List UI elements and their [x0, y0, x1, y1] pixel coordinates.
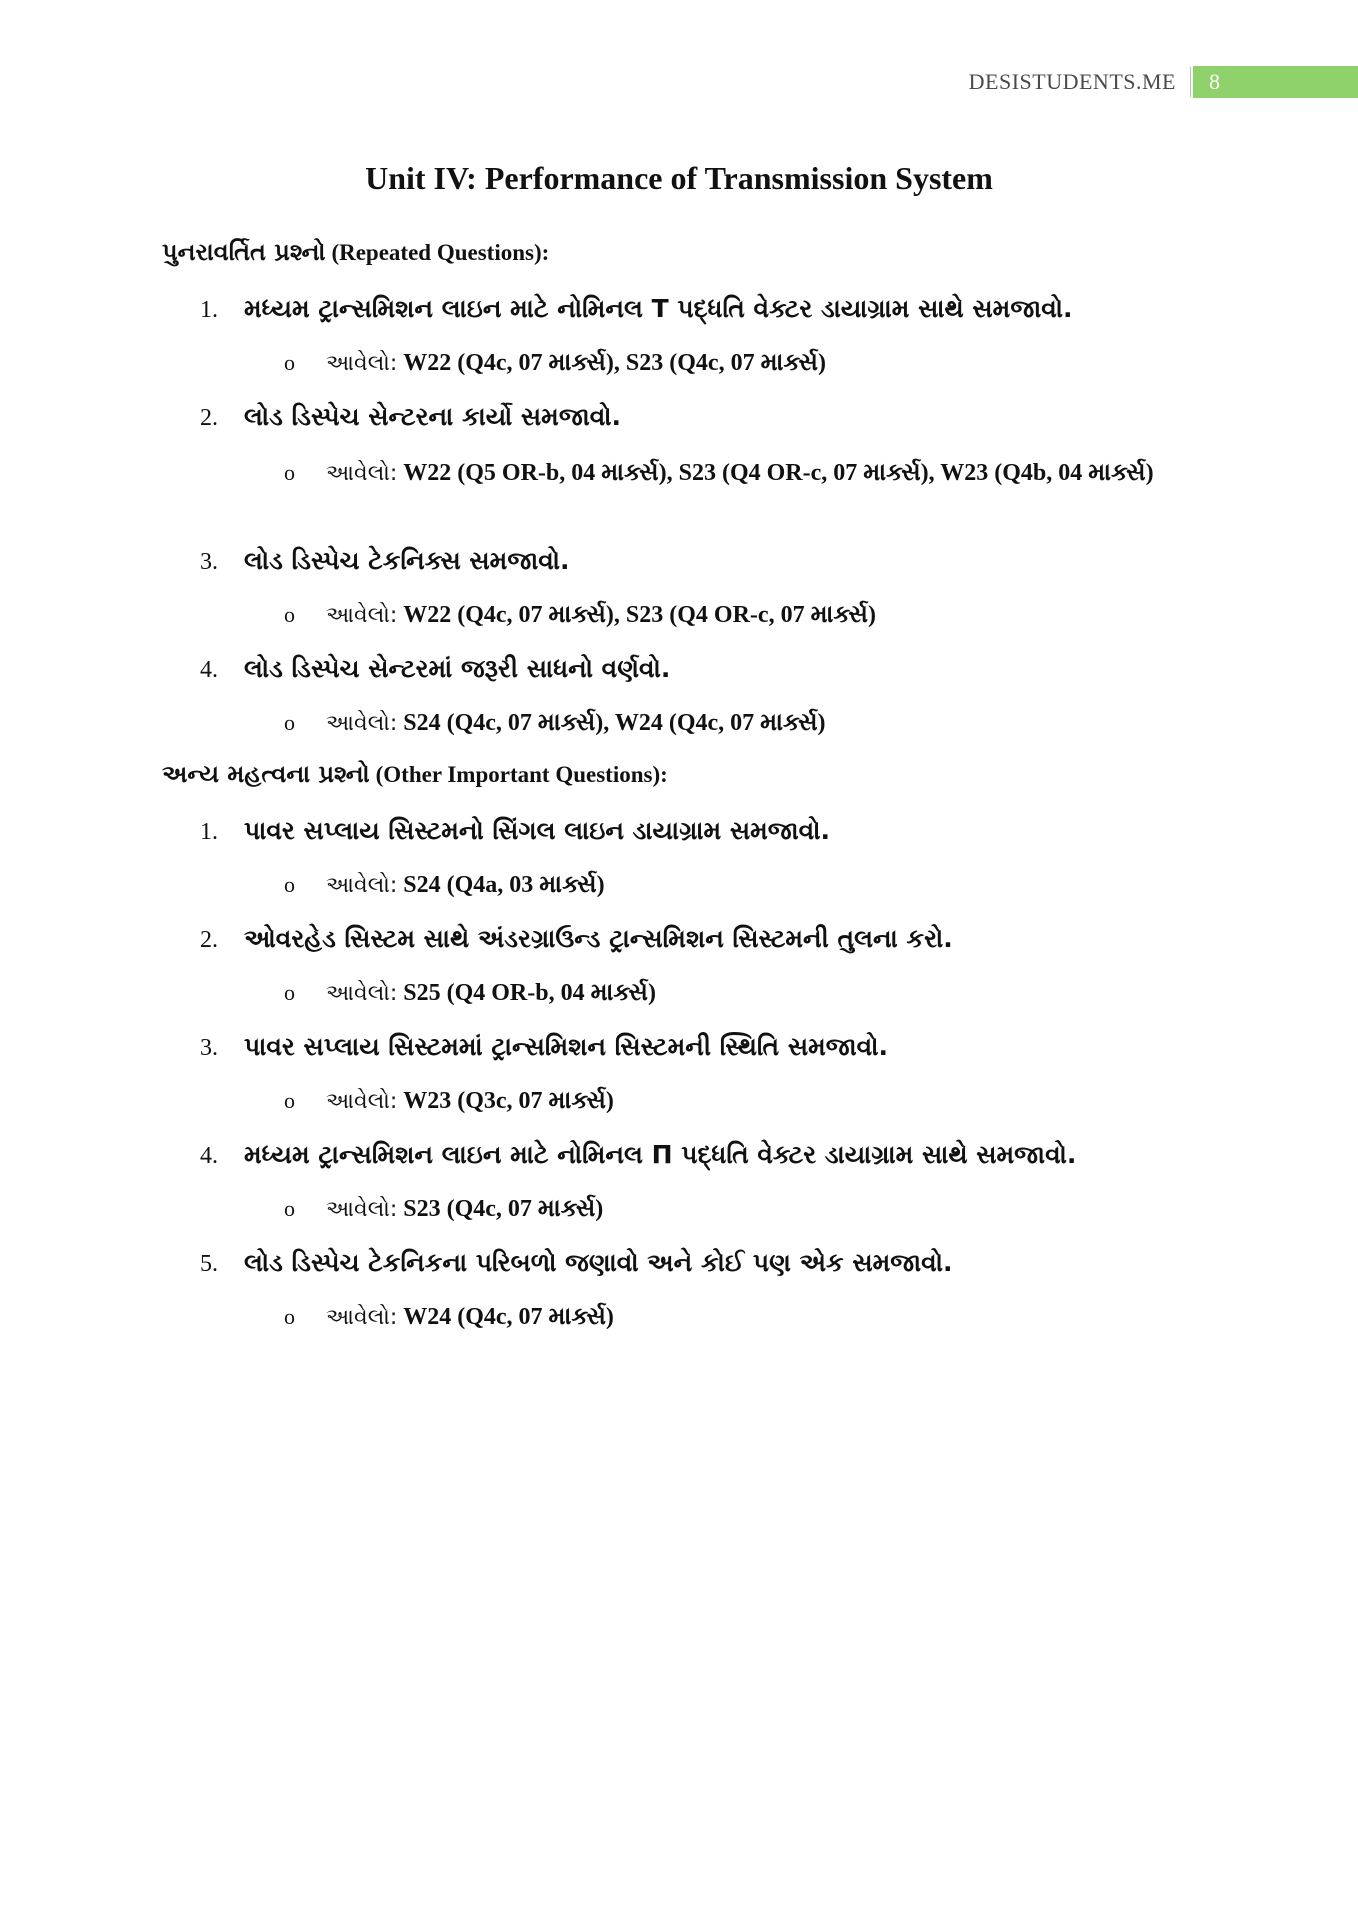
- circle-bullet-icon: o: [284, 1304, 295, 1329]
- appeared-item: [284, 456, 1186, 491]
- header-divider: [1190, 67, 1191, 97]
- circle-bullet-icon: o: [284, 460, 295, 485]
- appeared-text: [326, 1192, 1186, 1227]
- appeared-refs: W22 (Q4c, 07 માર્ક્સ), S23 (Q4 OR-c, 07 માર્ક્સ): [403, 602, 876, 628]
- appeared-refs: S24 (Q4a, 03 માર્ક્સ): [403, 872, 605, 898]
- section-heading-gu: અન્ય મહત્વના પ્રશ્નો: [162, 760, 370, 788]
- appeared-item: [284, 346, 1186, 381]
- question-text: મધ્યમ ટ્રાન્સમિશન લાઇન માટે નોમિનલ T પદ્ધતિ વેક્ટર ડાયાગ્રામ સાથે સમજાવો.: [244, 294, 1073, 323]
- page-number-box: [1193, 66, 1358, 98]
- question-number: 1.: [200, 819, 218, 845]
- appeared-item: [284, 706, 1186, 741]
- question-text: પાવર સપ્લાય સિસ્ટમમાં ટ્રાન્સમિશન સિસ્ટમની સ્થિતિ સમજાવો.: [244, 1032, 888, 1061]
- circle-bullet-icon: o: [284, 710, 295, 735]
- question-number: 4.: [200, 657, 218, 683]
- page-title: Unit IV: Performance of Transmission System: [365, 160, 993, 196]
- question-item: [200, 1140, 1076, 1170]
- question-text: પાવર સપ્લાય સિસ્ટમનો સિંગલ લાઇન ડાયાગ્રામ સમજાવો.: [244, 816, 830, 845]
- question-number: 1.: [200, 297, 218, 323]
- circle-bullet-icon: o: [284, 1088, 295, 1113]
- circle-bullet-icon: o: [284, 872, 295, 897]
- appeared-text: [326, 346, 1186, 381]
- question-item: [200, 1248, 952, 1278]
- appeared-label: આવેલો:: [326, 873, 398, 898]
- question-item: [200, 1032, 888, 1062]
- page-number: 8: [1209, 69, 1220, 94]
- appeared-text: [326, 1300, 1186, 1335]
- question-number: 3.: [200, 1035, 218, 1061]
- appeared-label: આવેલો:: [326, 1089, 398, 1114]
- appeared-label: આવેલો:: [326, 981, 398, 1006]
- question-text: મધ્યમ ટ્રાન્સમિશન લાઇન માટે નોમિનલ Π પદ્ધતિ વેક્ટર ડાયાગ્રામ સાથે સમજાવો.: [244, 1140, 1077, 1169]
- question-text: લોડ ડિસ્પેચ સેન્ટરમાં જરૂરી સાધનો વર્ણવો.: [244, 654, 671, 683]
- question-item: [200, 402, 621, 432]
- circle-bullet-icon: o: [284, 980, 295, 1005]
- appeared-text: [326, 706, 1186, 741]
- page-header: [969, 66, 1358, 98]
- appeared-refs: S25 (Q4 OR-b, 04 માર્ક્સ): [403, 980, 656, 1006]
- question-number: 3.: [200, 549, 218, 575]
- appeared-label: આવેલો:: [326, 351, 398, 376]
- section-heading-other: [162, 760, 668, 789]
- appeared-label: આવેલો:: [326, 1305, 398, 1330]
- question-text: લોડ ડિસ્પેચ ટેકનિક્સ સમજાવો.: [244, 546, 570, 575]
- section-heading-gu: પુનરાવર્તિત પ્રશ્નો: [162, 238, 326, 266]
- appeared-refs: S23 (Q4c, 07 માર્ક્સ): [403, 1196, 604, 1222]
- question-number: 4.: [200, 1143, 218, 1169]
- circle-bullet-icon: o: [284, 602, 295, 627]
- question-number: 2.: [200, 405, 218, 431]
- appeared-refs: W22 (Q4c, 07 માર્ક્સ), S23 (Q4c, 07 માર્ક્સ): [403, 350, 826, 376]
- appeared-refs: W23 (Q3c, 07 માર્ક્સ): [403, 1088, 614, 1114]
- question-number: 2.: [200, 927, 218, 953]
- section-heading-en: (Other Important Questions):: [375, 762, 668, 787]
- question-number: 5.: [200, 1251, 218, 1277]
- appeared-text: [326, 598, 1186, 633]
- appeared-item: [284, 1084, 1186, 1119]
- appeared-text: [326, 456, 1186, 491]
- appeared-item: [284, 598, 1186, 633]
- appeared-refs: W24 (Q4c, 07 માર્ક્સ): [403, 1304, 614, 1330]
- appeared-label: આવેલો:: [326, 1197, 398, 1222]
- site-name: DESISTUDENTS.ME: [968, 69, 1176, 94]
- question-item: [200, 654, 670, 684]
- question-text: લોડ ડિસ્પેચ સેન્ટરના કાર્યો સમજાવો.: [244, 402, 622, 431]
- appeared-label: આવેલો:: [326, 603, 398, 628]
- section-heading-en: (Repeated Questions):: [331, 240, 550, 265]
- appeared-text: [326, 868, 1186, 903]
- appeared-label: આવેલો:: [326, 711, 398, 736]
- appeared-item: [284, 976, 1186, 1011]
- question-item: [200, 294, 1073, 324]
- question-item: [200, 924, 953, 954]
- appeared-item: [284, 1192, 1186, 1227]
- circle-bullet-icon: o: [284, 1196, 295, 1221]
- question-item: [200, 546, 570, 576]
- appeared-refs: W22 (Q5 OR-b, 04 માર્ક્સ), S23 (Q4 OR-c, 07 માર્ક્સ), W23 (Q4b, 04 માર્ક્સ): [403, 460, 1154, 486]
- circle-bullet-icon: o: [284, 350, 295, 375]
- appeared-label: આવેલો:: [326, 461, 398, 486]
- appeared-item: [284, 868, 1186, 903]
- appeared-refs: S24 (Q4c, 07 માર્ક્સ), W24 (Q4c, 07 માર્ક્સ): [403, 710, 826, 736]
- appeared-text: [326, 976, 1186, 1011]
- question-text: ઓવરહેડ સિસ્ટમ સાથે અંડરગ્રાઉન્ડ ટ્રાન્સમિશન સિસ્ટમની તુલના કરો.: [244, 924, 953, 953]
- section-heading-repeated: [162, 238, 549, 267]
- appeared-text: [326, 1084, 1186, 1119]
- question-item: [200, 816, 830, 846]
- appeared-item: [284, 1300, 1186, 1335]
- question-text: લોડ ડિસ્પેચ ટેકનિકના પરિબળો જણાવો અને કોઈ પણ એક સમજાવો.: [244, 1248, 953, 1277]
